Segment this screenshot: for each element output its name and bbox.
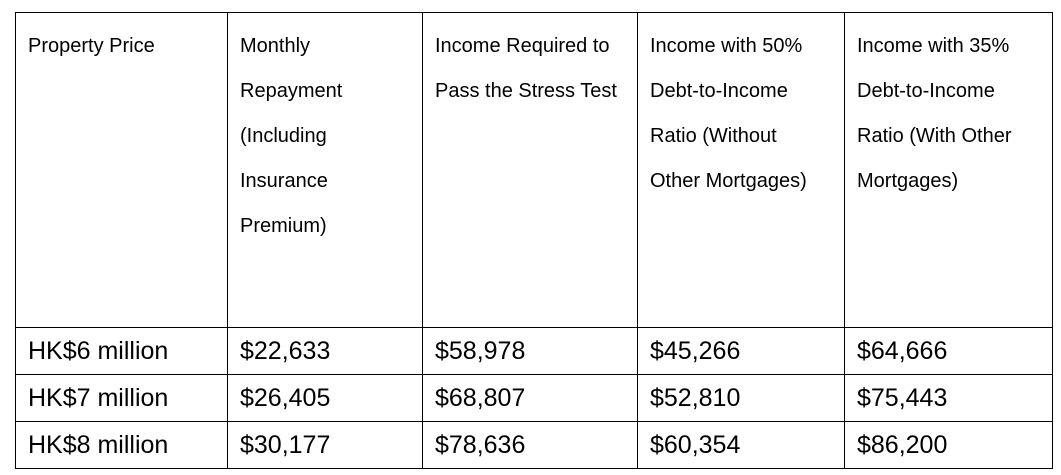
table-header-row [16,13,1053,328]
column-header [845,13,1053,328]
income-50-dti-value: $52,810 [650,384,741,412]
column-header [638,13,845,328]
monthly-repayment-value: $26,405 [240,384,331,412]
column-header [16,13,228,328]
table-row [16,422,1053,469]
mortgage-income-table [15,12,1053,469]
stress-test-income-value: $58,978 [435,337,526,365]
monthly-repayment-value: $22,633 [240,337,331,365]
property-price-value: HK$6 million [28,337,169,365]
stress-test-income-value: $78,636 [435,431,526,459]
table-cell [845,375,1053,422]
column-header-label: Income Required to Pass the Stress Test [435,35,617,102]
income-50-dti-value: $45,266 [650,337,741,365]
column-header [228,13,423,328]
monthly-repayment-value: $30,177 [240,431,331,459]
column-header-label: Monthly Repayment (Including Insurance Premium) [240,35,343,237]
table-cell [638,328,845,375]
table-cell [845,328,1053,375]
table-cell [228,375,423,422]
property-price-value: HK$7 million [28,384,169,412]
table-cell [16,328,228,375]
column-header [423,13,638,328]
column-header-label: Income with 50% Debt-to-Income Ratio (Without Other Mortgages) [650,35,807,192]
table-cell [228,422,423,469]
table-row [16,328,1053,375]
income-35-dti-value: $75,443 [857,384,948,412]
table-cell [423,375,638,422]
table-cell [638,375,845,422]
table-cell [423,328,638,375]
table-cell [845,422,1053,469]
table-cell [423,422,638,469]
property-price-value: HK$8 million [28,431,169,459]
column-header-label: Income with 35% Debt-to-Income Ratio (With Other Mortgages) [857,35,1012,192]
stress-test-income-value: $68,807 [435,384,526,412]
table-cell [16,422,228,469]
table-row [16,375,1053,422]
income-50-dti-value: $60,354 [650,431,741,459]
income-35-dti-value: $64,666 [857,337,948,365]
table-cell [16,375,228,422]
income-35-dti-value: $86,200 [857,431,948,459]
column-header-label: Property Price [28,35,155,57]
table-cell [638,422,845,469]
table-cell [228,328,423,375]
